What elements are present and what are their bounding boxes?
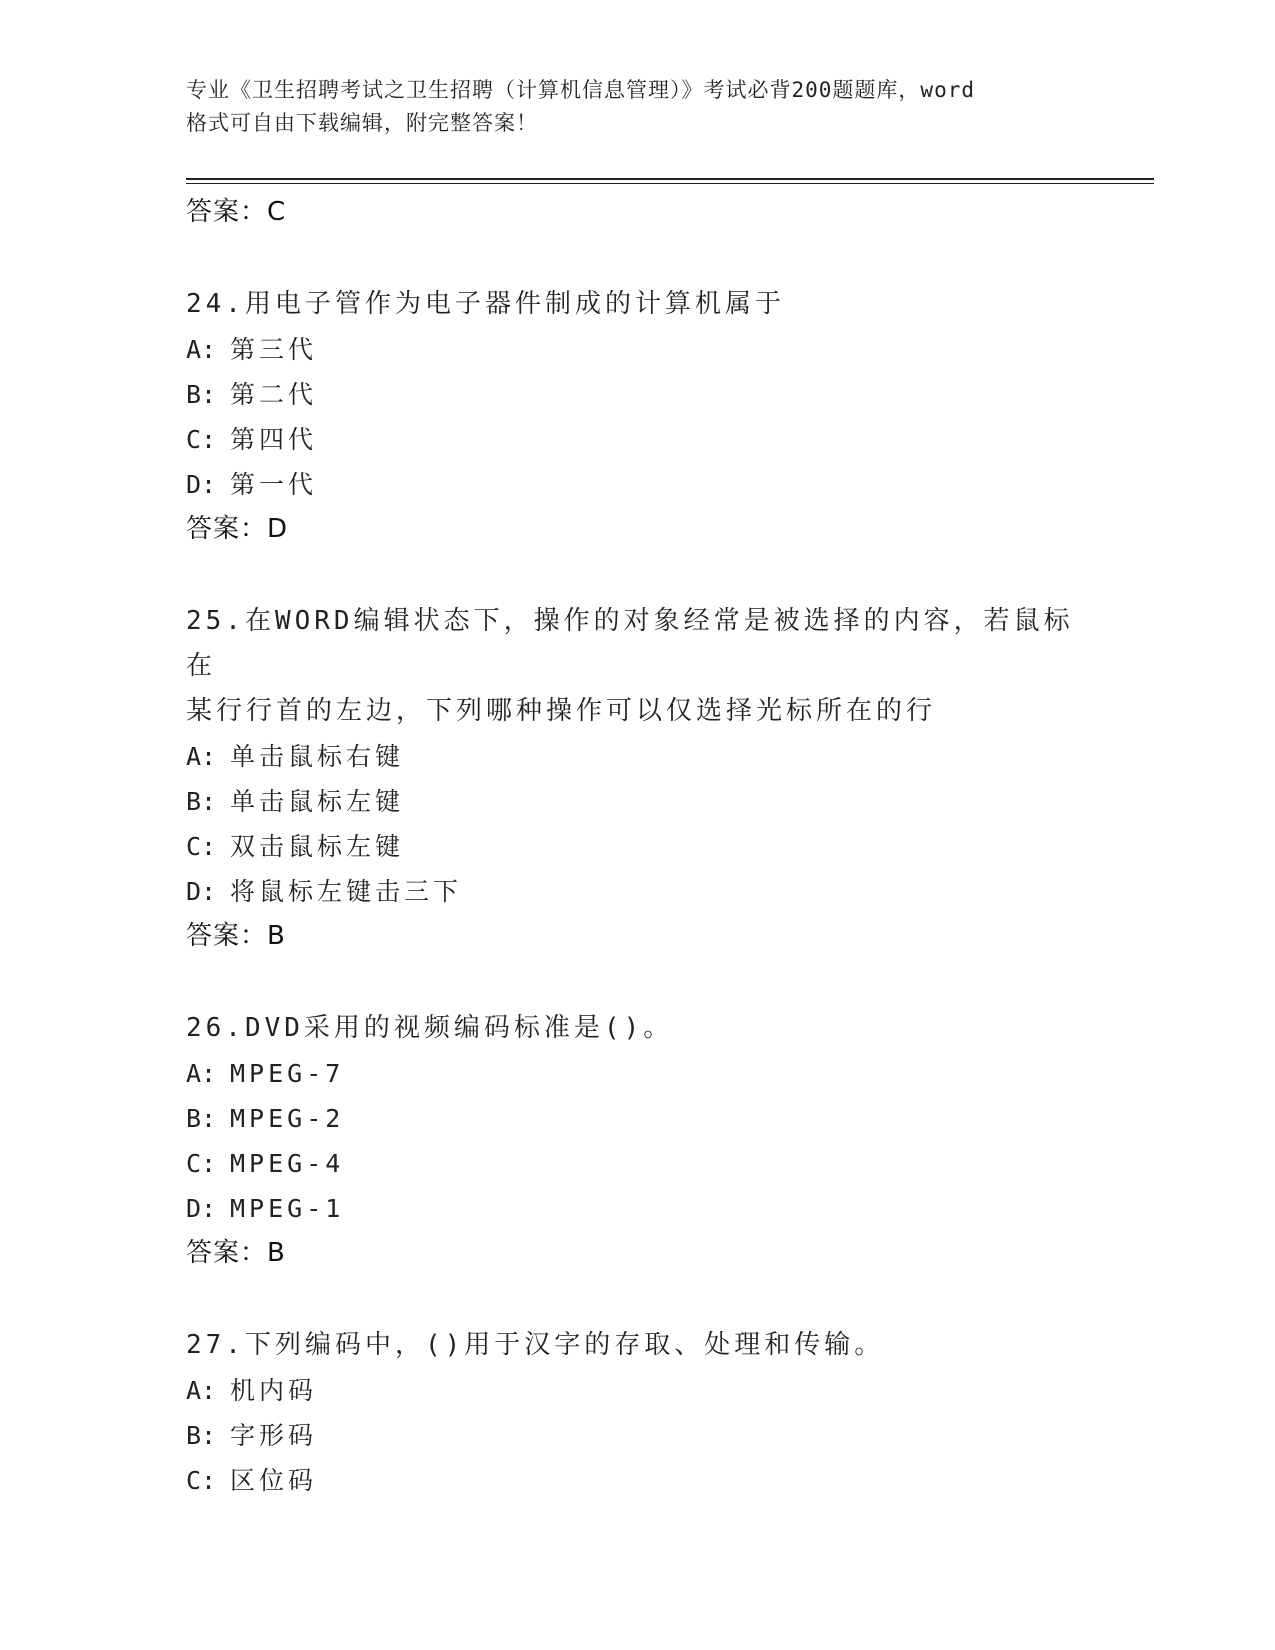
question-stem-line-1: 25.在WORD编辑状态下，操作的对象经常是被选择的内容，若鼠标在	[186, 606, 1074, 681]
question-stem: 24.用电子管作为电子器件制成的计算机属于	[186, 289, 785, 319]
option-text: MPEG-7	[230, 1059, 345, 1088]
answer-line: 答案：B	[186, 1238, 286, 1268]
header-line-2: 格式可自由下载编辑，附完整答案！	[186, 111, 538, 135]
option-label: C:	[186, 425, 217, 454]
option-d	[186, 869, 1086, 914]
option-c	[186, 824, 1086, 869]
option-label: A:	[186, 1059, 217, 1088]
question-stem: 26.DVD采用的视频编码标准是()。	[186, 1013, 674, 1043]
option-d	[186, 1186, 1086, 1231]
option-text: MPEG-1	[230, 1194, 345, 1223]
option-label: B:	[186, 787, 217, 816]
option-a	[186, 327, 1086, 372]
question-item	[186, 282, 1086, 552]
option-label: D:	[186, 1194, 217, 1223]
option-label: C:	[186, 1466, 217, 1495]
option-label: D:	[186, 470, 217, 499]
option-text: 第四代	[230, 425, 318, 454]
option-a	[186, 1051, 1086, 1096]
option-c	[186, 417, 1086, 462]
option-text: 单击鼠标右键	[230, 742, 405, 771]
option-c	[186, 1141, 1086, 1186]
option-c	[186, 1458, 1086, 1503]
option-text: 字形码	[230, 1421, 318, 1450]
question-stem: 27.下列编码中，()用于汉字的存取、处理和传输。	[186, 1330, 885, 1360]
header-rule-thick	[186, 178, 1154, 180]
question-item	[186, 599, 1086, 959]
option-b	[186, 779, 1086, 824]
option-label: B:	[186, 380, 217, 409]
option-text: 双击鼠标左键	[230, 832, 405, 861]
question-item	[186, 1323, 1086, 1503]
option-label: A:	[186, 335, 217, 364]
option-text: 第一代	[230, 470, 318, 499]
option-label: C:	[186, 832, 217, 861]
option-text: 机内码	[230, 1376, 318, 1405]
option-label: C:	[186, 1149, 217, 1178]
option-label: D:	[186, 877, 217, 906]
option-label: A:	[186, 742, 217, 771]
option-text: 第二代	[230, 380, 318, 409]
question-stem-line-2: 某行行首的左边，下列哪种操作可以仅选择光标所在的行	[186, 696, 937, 726]
answer-line: 答案：D	[186, 514, 289, 544]
option-label: A:	[186, 1376, 217, 1405]
option-text: 单击鼠标左键	[230, 787, 405, 816]
option-text: 第三代	[230, 335, 318, 364]
option-a	[186, 734, 1086, 779]
option-label: B:	[186, 1421, 217, 1450]
question-item	[186, 1006, 1086, 1276]
option-text: MPEG-2	[230, 1104, 345, 1133]
option-text: 区位码	[230, 1466, 318, 1495]
option-b	[186, 1413, 1086, 1458]
option-b	[186, 372, 1086, 417]
document-header	[186, 74, 1106, 140]
answer-line: 答案：B	[186, 921, 286, 951]
option-a	[186, 1368, 1086, 1413]
header-line-1: 专业《卫生招聘考试之卫生招聘（计算机信息管理）》考试必背200题题库，word	[186, 78, 975, 102]
option-d	[186, 462, 1086, 507]
answer-line: 答案：C	[186, 197, 287, 227]
option-b	[186, 1096, 1086, 1141]
document-content	[186, 190, 1086, 1503]
option-label: B:	[186, 1104, 217, 1133]
option-text: 将鼠标左键击三下	[230, 877, 463, 906]
option-text: MPEG-4	[230, 1149, 345, 1178]
header-rule-thin	[186, 183, 1154, 184]
